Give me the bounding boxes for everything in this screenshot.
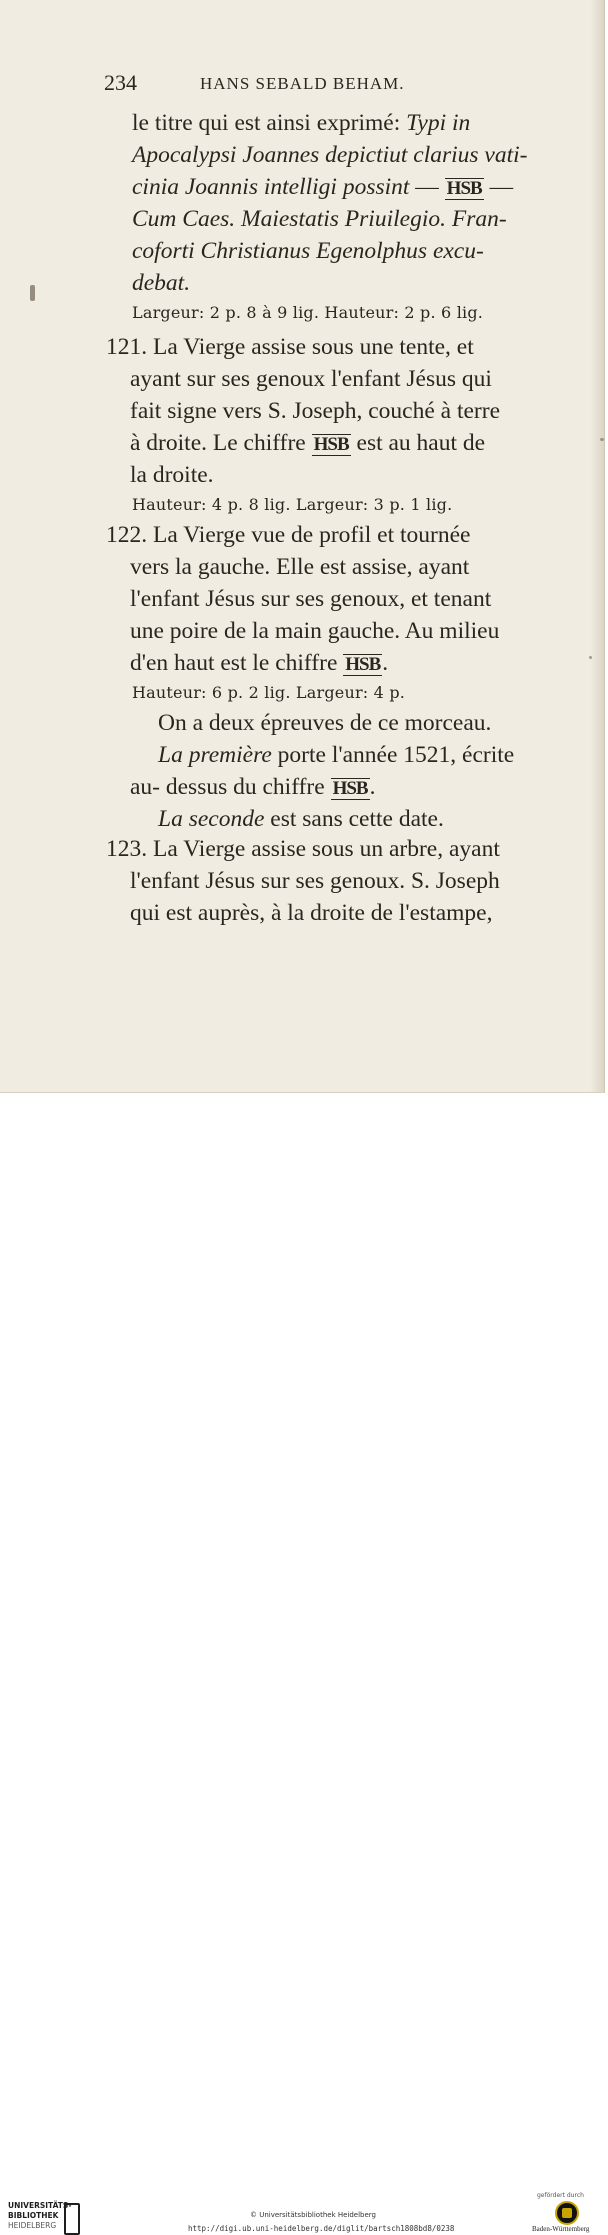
intro-line-2: Apocalypsi Joannes depictiut clarius vati- xyxy=(132,142,528,168)
entry-122-dimensions: Hauteur: 6 p. 2 lig. Largeur: 4 p. xyxy=(132,683,406,702)
library-name-line-1: UNIVERSITÄTS- xyxy=(8,2201,72,2210)
library-logo-icon xyxy=(64,2203,80,2235)
entry-121-line-3: fait signe vers S. Joseph, couché à terre xyxy=(130,398,500,424)
intro-line-4: Cum Caes. Maiestatis Priuilegio. Fran- xyxy=(132,206,507,232)
entry-122-line-2: vers la gauche. Elle est assise, ayant xyxy=(130,554,470,580)
funder-name: Baden-Württemberg xyxy=(532,2225,590,2233)
entry-123-line-2: l'enfant Jésus sur ses genoux. S. Joseph xyxy=(130,868,500,894)
footer-bar xyxy=(0,1093,608,2233)
entry-121-dimensions: Hauteur: 4 p. 8 lig. Largeur: 3 p. 1 lig. xyxy=(132,495,453,514)
intro-line-6: debat. xyxy=(132,270,191,296)
library-name-line-3: HEIDELBERG xyxy=(8,2221,57,2230)
paper-blemish xyxy=(600,438,604,441)
copyright-notice: © Universitätsbibliothek Heidelberg xyxy=(250,2211,377,2219)
funded-by-label: gefördert durch xyxy=(537,2192,584,2199)
page-number: 234 xyxy=(104,70,137,95)
paper-blemish xyxy=(30,285,35,301)
entry-121-line-5: la droite. xyxy=(130,462,214,488)
monogram-mark: HSB xyxy=(446,178,482,199)
entry-122-note-2: La première porte l'année 1521, écrite xyxy=(158,742,515,768)
entry-122-note-4: La seconde est sans cette date. xyxy=(158,806,444,832)
entry-121-line-1: 121. La Vierge assise sous une tente, et xyxy=(106,334,474,360)
intro-line-1: le titre qui est ainsi exprimé: Typi in xyxy=(132,110,471,136)
entry-122-line-4: une poire de la main gauche. Au milieu xyxy=(130,618,500,644)
intro-line-5: coforti Christianus Egenolphus excu- xyxy=(132,238,484,264)
permalink-url[interactable]: http://digi.ub.uni-heidelberg.de/diglit/bartsch1808bd8/0238 xyxy=(188,2224,455,2233)
entry-121-line-4: à droite. Le chiffre HSB est au haut de xyxy=(130,430,486,456)
intro-dimensions: Largeur: 2 p. 8 à 9 lig. Hauteur: 2 p. 6 lig. xyxy=(132,303,484,322)
running-title: HANS SEBALD BEHAM. xyxy=(200,74,405,93)
monogram-mark: HSB xyxy=(332,778,368,799)
entry-122-line-3: l'enfant Jésus sur ses genoux, et tenant xyxy=(130,586,492,612)
monogram-mark: HSB xyxy=(345,654,381,675)
entry-122-note-1: On a deux épreuves de ce morceau. xyxy=(158,710,492,736)
entry-122-line-5: d'en haut est le chiffre HSB. xyxy=(130,650,389,676)
entry-122-line-1: 122. La Vierge vue de profil et tournée xyxy=(106,522,471,548)
entry-123-line-1: 123. La Vierge assise sous un arbre, ayant xyxy=(106,836,500,862)
entry-123-line-3: qui est auprès, à la droite de l'estampe, xyxy=(130,900,493,926)
funder-seal-icon xyxy=(555,2201,579,2225)
entry-122-note-3: au- dessus du chiffre HSB. xyxy=(130,774,376,800)
library-name-line-2: BIBLIOTHEK xyxy=(8,2211,59,2220)
paper-blemish xyxy=(589,656,592,659)
monogram-mark: HSB xyxy=(313,434,349,455)
entry-121-line-2: ayant sur ses genoux l'enfant Jésus qui xyxy=(130,366,492,392)
intro-line-3: cinia Joannis intelligi possint — HSB — xyxy=(132,174,514,200)
